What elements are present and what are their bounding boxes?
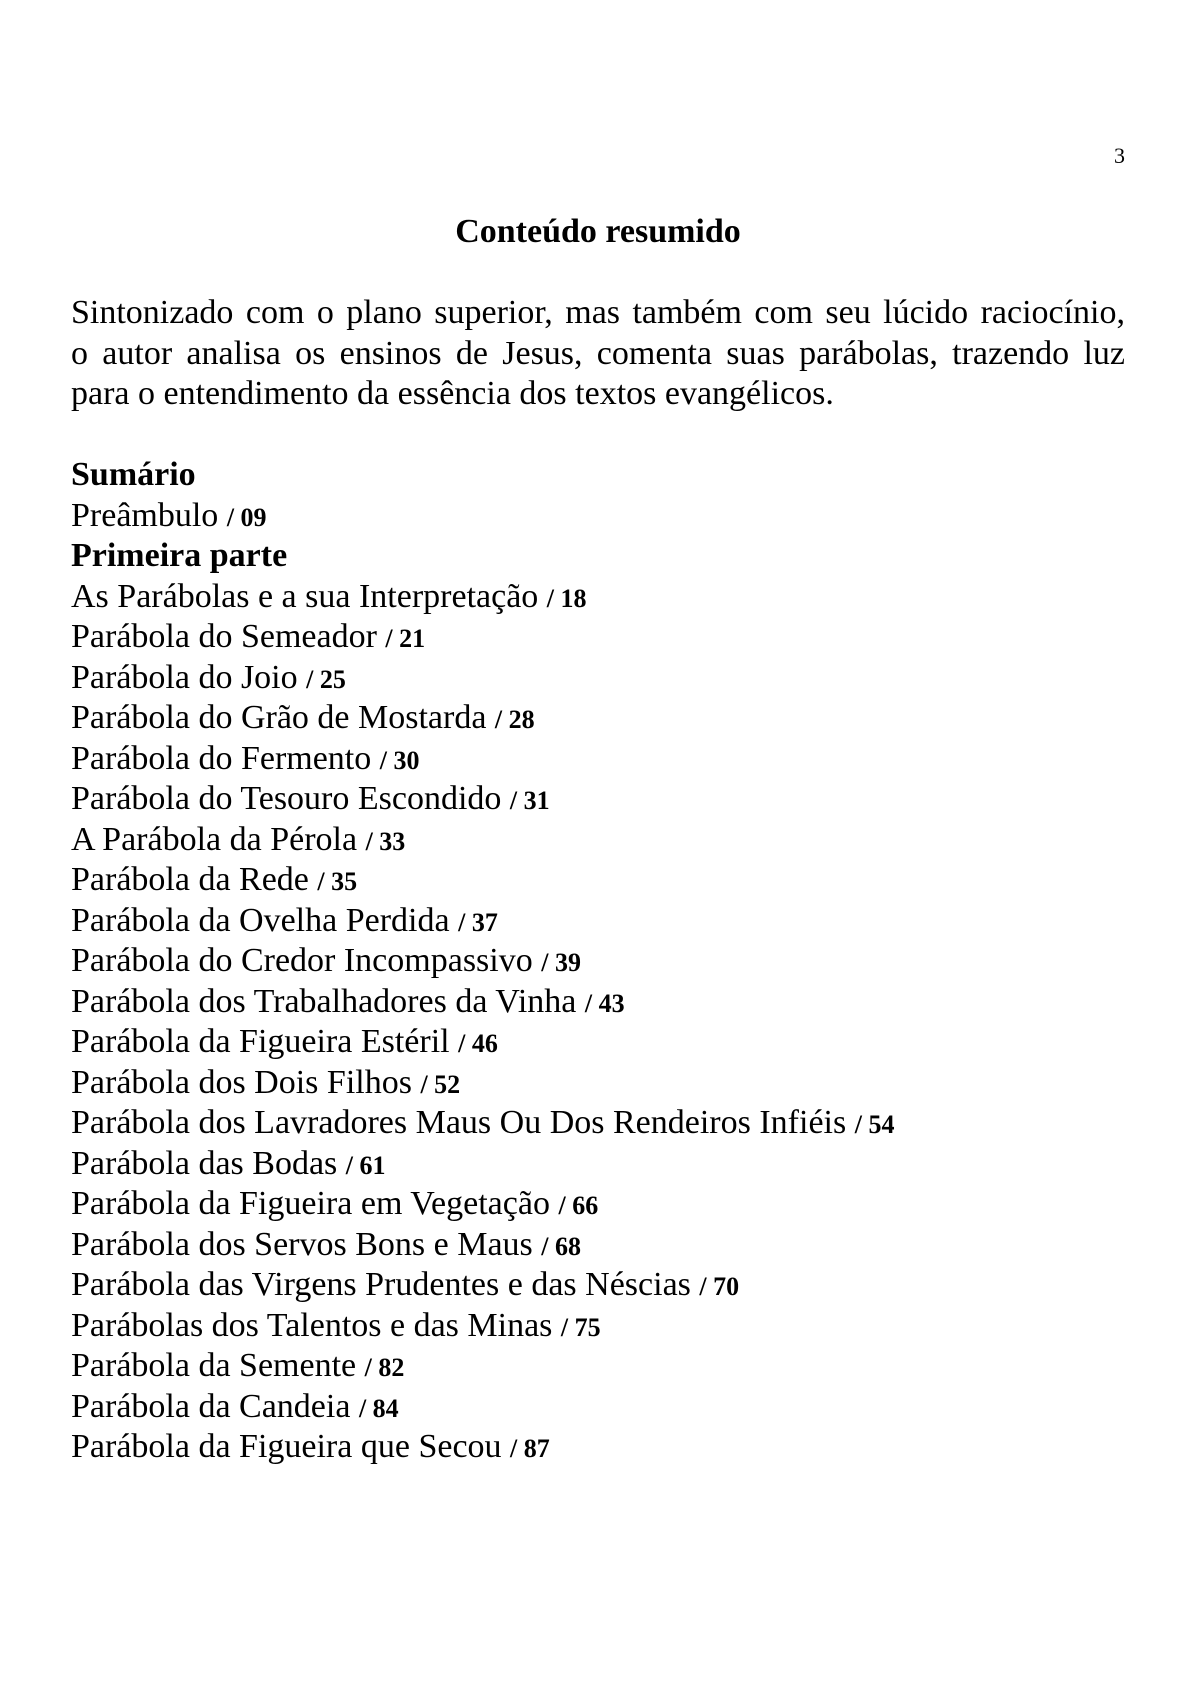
toc-entry-page: / 46 <box>458 1029 498 1058</box>
toc-entry <box>71 1225 1125 1266</box>
toc-entry-page: / 70 <box>699 1272 740 1301</box>
toc-entry-page: / 39 <box>541 948 581 977</box>
toc-entry <box>71 1265 1125 1306</box>
toc-entry-title: Parábola do Joio <box>71 658 298 696</box>
toc-entry-title: Parábola das Virgens Prudentes e das Néscias <box>71 1266 691 1303</box>
toc-entry <box>71 820 1125 861</box>
toc-entry-page: / 54 <box>854 1110 895 1139</box>
toc-entry-title: Parábola do Credor Incompassivo <box>71 942 533 979</box>
toc-part-heading: Primeira parte <box>71 537 288 574</box>
toc-entry-page: / 87 <box>510 1434 550 1463</box>
toc-entry-title: Parábola da Figueira que Secou <box>71 1428 502 1465</box>
toc-entry-title: A Parábola da Pérola <box>71 820 358 858</box>
toc-entry-title: Parábola dos Servos Bons e Maus <box>71 1225 533 1263</box>
toc-entry-title: Parábola da Figueira Estéril <box>71 1023 450 1060</box>
toc-entry-page: / 21 <box>385 624 426 653</box>
toc-entry <box>71 1022 1125 1063</box>
page-number: 3 <box>1114 143 1125 168</box>
toc-entry <box>71 860 1125 901</box>
toc-heading: Sumário <box>71 456 196 493</box>
toc-entry-title: Parábola dos Dois Filhos <box>71 1063 412 1101</box>
toc-entry <box>71 982 1125 1023</box>
toc-entry-page: / 30 <box>379 745 420 775</box>
toc-entry-page: / 52 <box>420 1069 461 1099</box>
toc-entry-page: / 28 <box>494 705 535 734</box>
toc-entry-title: Parábolas dos Talentos e das Minas <box>71 1306 553 1344</box>
toc-entry <box>71 1346 1125 1387</box>
toc-entry-title: Parábola das Bodas <box>71 1144 338 1182</box>
toc-entry-page: / 35 <box>317 867 358 896</box>
toc-entry-page: / 61 <box>345 1150 386 1180</box>
toc-entry-page: / 84 <box>358 1393 399 1423</box>
toc-entry-title: Parábola da Semente <box>71 1347 357 1384</box>
toc-entry-title: As Parábolas e a sua Interpretação <box>71 577 539 615</box>
toc-entry-page: / 31 <box>509 786 550 815</box>
table-of-contents <box>71 455 1125 1468</box>
toc-entry-title: Parábola dos Trabalhadores da Vinha <box>71 982 577 1020</box>
toc-entry <box>71 658 1125 699</box>
toc-entry-page: / 43 <box>584 988 625 1018</box>
toc-entry-page: / 33 <box>365 826 406 856</box>
toc-entry <box>71 739 1125 780</box>
summary-line: o autor analisa os ensinos de Jesus, comenta suas parábolas, trazendo luz <box>71 334 1125 372</box>
page-title: Conteúdo resumido <box>455 213 741 250</box>
toc-entry-title: Parábola da Rede <box>71 861 309 898</box>
toc-entry <box>71 1306 1125 1347</box>
toc-entry-title: Parábola do Tesouro Escondido <box>71 780 502 817</box>
summary-line: para o entendimento da essência dos textos evangélicos. <box>71 375 834 412</box>
toc-entry-page: / 18 <box>546 583 587 613</box>
toc-entry <box>71 1184 1125 1225</box>
toc-entry <box>71 1103 1125 1144</box>
summary-paragraph <box>71 293 1125 415</box>
toc-entry-title: Parábola do Grão de Mostarda <box>71 699 487 736</box>
toc-entry-page: / 09 <box>226 502 267 532</box>
toc-entry <box>71 941 1125 982</box>
toc-entry <box>71 1387 1125 1428</box>
toc-entry-title: Parábola do Fermento <box>71 739 372 777</box>
toc-entry <box>71 1427 1125 1468</box>
toc-entry <box>71 901 1125 942</box>
toc-entry <box>71 617 1125 658</box>
toc-entry-page: / 37 <box>458 907 498 937</box>
toc-entry <box>71 779 1125 820</box>
toc-entry-title: Parábola da Candeia <box>71 1387 351 1425</box>
toc-entry-page: / 82 <box>364 1353 405 1382</box>
toc-entry-title: Parábola dos Lavradores Maus Ou Dos Rendeiros Infiéis <box>71 1104 847 1141</box>
toc-entry-preamble <box>71 496 1125 537</box>
toc-entry-title: Parábola da Figueira em Vegetação <box>71 1185 550 1222</box>
toc-entry <box>71 1063 1125 1104</box>
toc-entry-page: / 68 <box>541 1231 582 1261</box>
toc-entry <box>71 577 1125 618</box>
toc-entry-page: / 66 <box>558 1191 599 1220</box>
toc-entry-title: Parábola do Semeador <box>71 618 377 655</box>
toc-entry <box>71 1144 1125 1185</box>
toc-entry-list <box>71 577 1125 1468</box>
toc-entry-title: Parábola da Ovelha Perdida <box>71 901 450 939</box>
toc-entry-page: / 25 <box>306 664 346 694</box>
toc-entry <box>71 698 1125 739</box>
toc-entry-title: Preâmbulo <box>71 496 219 534</box>
summary-line: Sintonizado com o plano superior, mas também com seu lúcido raciocínio, <box>71 294 1125 331</box>
toc-entry-page: / 75 <box>560 1312 601 1342</box>
